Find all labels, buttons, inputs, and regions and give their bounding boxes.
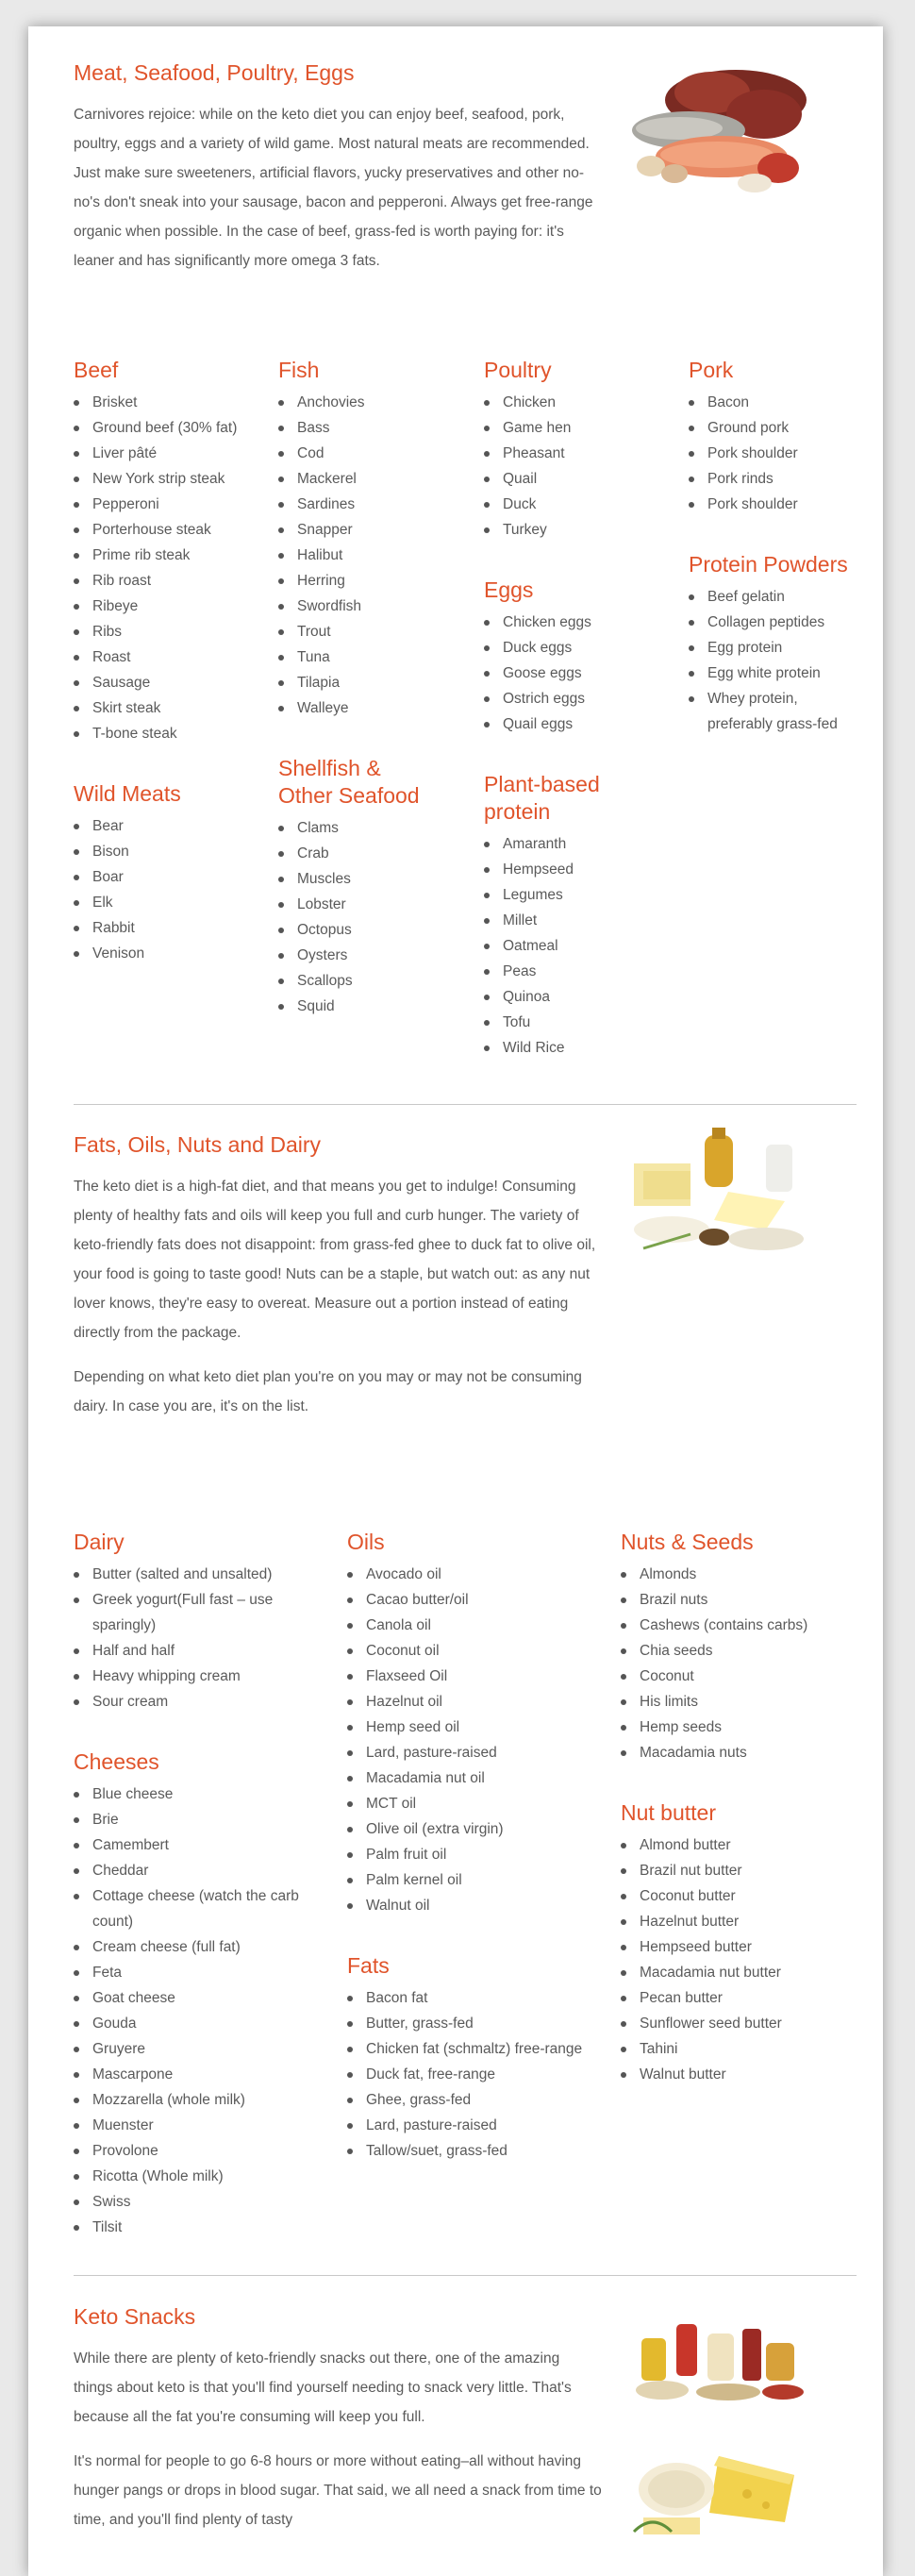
list-item: Skirt steak	[92, 695, 262, 721]
list-item: Coconut oil	[366, 1638, 602, 1664]
list-item: Lard, pasture-raised	[366, 2113, 588, 2138]
list-item: Pork shoulder	[707, 441, 849, 466]
meat-intro: Carnivores rejoice: while on the keto diet you can enjoy beef, seafood, pork, poultry, eggs and a variety of wild game. Most natural meats are recommended. Just make sure sweeteners, artificial flavors, yucky preservatives and other no-no's don't sneak into your sausage, bacon and pepperoni. Always get free-range organic when possible. In the case of beef, grass-fed is worth paying for: it's leaner and has significantly more omega 3 fats.	[74, 107, 593, 269]
list-item: Roast	[92, 644, 262, 670]
list-item: Tilsit	[92, 2215, 309, 2240]
list-item: Hempseed	[503, 857, 673, 882]
list-item: Cashews (contains carbs)	[640, 1613, 857, 1638]
list-item: Palm kernel oil	[366, 1867, 602, 1893]
cheese-photo	[624, 2437, 809, 2543]
list-item: Walnut oil	[366, 1893, 602, 1918]
list-item: Coconut	[640, 1664, 857, 1689]
list-item: Egg white protein	[707, 661, 849, 686]
list-item: Bison	[92, 839, 262, 864]
snacks-intro-1: While there are plenty of keto-friendly snacks out there, one of the amazing things about keto is that you'll find yourself needing to snack very little. That's because all the fat you're consuming will keep you full.	[74, 2350, 572, 2425]
list-item: Rabbit	[92, 915, 262, 941]
list-item: Coconut butter	[640, 1883, 857, 1909]
list-item: Quail	[503, 466, 673, 492]
list-item: Chicken fat (schmaltz) free-range	[366, 2036, 588, 2062]
list-item: Swordfish	[297, 594, 467, 619]
list-item: Snapper	[297, 517, 467, 543]
pork-title: Pork	[689, 358, 734, 382]
list-item: Canola oil	[366, 1613, 602, 1638]
list-item: Ricotta (Whole milk)	[92, 2164, 309, 2189]
fats-section-title: Fats, Oils, Nuts and Dairy	[74, 1132, 322, 1157]
list-item: Boar	[92, 864, 262, 890]
list-item: Crab	[297, 841, 467, 866]
list-item: Scallops	[297, 968, 467, 994]
list-item: His limits	[640, 1689, 857, 1715]
list-item: Mackerel	[297, 466, 467, 492]
list-item: Palm fruit oil	[366, 1842, 602, 1867]
list-item: New York strip steak	[92, 466, 262, 492]
list-item: Almond butter	[640, 1832, 857, 1858]
list-item: Ghee, grass-fed	[366, 2087, 588, 2113]
list-item: Amaranth	[503, 831, 673, 857]
oils-dairy-photo	[624, 1126, 811, 1258]
list-item: Venison	[92, 941, 262, 966]
list-item: Brazil nuts	[640, 1587, 857, 1613]
wild-meats-group	[74, 780, 262, 966]
dairy-list	[74, 1562, 309, 1715]
pork-list	[689, 390, 849, 517]
fats-col-1	[74, 1529, 319, 2274]
list-item: Tahini	[640, 2036, 857, 2062]
list-item: Sunflower seed butter	[640, 2011, 857, 2036]
list-item: Muenster	[92, 2113, 309, 2138]
list-item: Bacon	[707, 390, 849, 415]
list-item: MCT oil	[366, 1791, 602, 1816]
list-item: Ostrich eggs	[503, 686, 673, 711]
nut-butter-list	[621, 1832, 857, 2087]
list-item: Ribeye	[92, 594, 262, 619]
fats-intro-1: The keto diet is a high-fat diet, and that means you get to indulge! Consuming plenty of healthy fats and oils will keep you full and curb hunger. The variety of keto-friendly fats does not disappoint: from grass-fed ghee to duck fat to olive oil, your food is going to taste good! Nuts can be a staple, but watch out: as any nut lover knows, they're easy to overeat. Measure out a portion instead of eating directly from the package.	[74, 1179, 596, 1341]
nut-butter-group	[621, 1799, 857, 2087]
list-item: Halibut	[297, 543, 467, 568]
list-item: Tallow/suet, grass-fed	[366, 2138, 588, 2164]
cheeses-title: Cheeses	[74, 1749, 159, 1774]
list-item: Pork shoulder	[707, 492, 849, 517]
list-item: Blue cheese	[92, 1781, 309, 1807]
poultry-list	[484, 390, 673, 543]
list-item: Lobster	[297, 892, 467, 917]
list-item: Sardines	[297, 492, 467, 517]
list-item: Walnut butter	[640, 2062, 857, 2087]
eggs-group	[484, 577, 673, 737]
list-item: Turkey	[503, 517, 673, 543]
meat-col-3	[484, 357, 673, 1095]
list-item: Collagen peptides	[707, 610, 849, 635]
list-item: Chicken eggs	[503, 610, 673, 635]
list-item: T-bone steak	[92, 721, 262, 746]
list-item: Tuna	[297, 644, 467, 670]
protein-powders-group	[689, 551, 849, 737]
list-item: Provolone	[92, 2138, 309, 2164]
list-item: Egg protein	[707, 635, 849, 661]
protein-powders-title: Protein Powders	[689, 552, 848, 577]
list-item: Cacao butter/oil	[366, 1587, 602, 1613]
list-item: Quinoa	[503, 984, 673, 1010]
nuts-seeds-title: Nuts & Seeds	[621, 1530, 754, 1554]
nut-butter-title: Nut butter	[621, 1800, 716, 1825]
list-item: Herring	[297, 568, 467, 594]
list-item: Prime rib steak	[92, 543, 262, 568]
list-item: Cheddar	[92, 1858, 309, 1883]
fats-group	[347, 1952, 602, 2164]
list-item: Sausage	[92, 670, 262, 695]
list-item: Game hen	[503, 415, 673, 441]
snacks-intro-2: It's normal for people to go 6-8 hours or more without eating–all without having hunger pangs or drops in blood sugar. That said, we all need a snack from time to time, and you'll find plenty of tasty	[74, 2453, 602, 2528]
shellfish-list	[278, 815, 467, 1019]
list-item: Millet	[503, 908, 673, 933]
fish-list	[278, 390, 467, 721]
dairy-title: Dairy	[74, 1530, 125, 1554]
list-item: Ground pork	[707, 415, 849, 441]
article-page	[28, 26, 883, 2576]
list-item: Lard, pasture-raised	[366, 1740, 602, 1765]
list-item: Pepperoni	[92, 492, 262, 517]
fats-list	[347, 1985, 588, 2164]
meat-col-4	[689, 357, 849, 771]
snacks-section-title: Keto Snacks	[74, 2304, 196, 2329]
list-item: Camembert	[92, 1832, 309, 1858]
list-item: Goat cheese	[92, 1985, 309, 2011]
list-item: Pheasant	[503, 441, 673, 466]
list-item: Swiss	[92, 2189, 309, 2215]
list-item: Hemp seeds	[640, 1715, 857, 1740]
list-item: Cottage cheese (watch the carb count)	[92, 1883, 309, 1934]
plant-protein-list	[484, 831, 673, 1061]
list-item: Mascarpone	[92, 2062, 309, 2087]
list-item: Almonds	[640, 1562, 857, 1587]
section-divider-1	[74, 1104, 857, 1105]
list-item: Bass	[297, 415, 467, 441]
meat-section-title: Meat, Seafood, Poultry, Eggs	[74, 60, 355, 85]
list-item: Trout	[297, 619, 467, 644]
list-item: Beef gelatin	[707, 584, 849, 610]
list-item: Greek yogurt(Full fast – use sparingly)	[92, 1587, 309, 1638]
meat-col-1	[74, 357, 262, 1000]
list-item: Cod	[297, 441, 467, 466]
list-item: Brisket	[92, 390, 262, 415]
fats-title: Fats	[347, 1953, 390, 1978]
list-item: Brazil nut butter	[640, 1858, 857, 1883]
list-item: Liver pâté	[92, 441, 262, 466]
list-item: Cream cheese (full fat)	[92, 1934, 309, 1960]
list-item: Olive oil (extra virgin)	[366, 1816, 602, 1842]
shellfish-group	[278, 755, 467, 1019]
dairy-group	[74, 1529, 319, 1715]
list-item: Duck fat, free-range	[366, 2062, 588, 2087]
list-item: Duck	[503, 492, 673, 517]
wild-meats-list	[74, 813, 262, 966]
list-item: Macadamia nut oil	[366, 1765, 602, 1791]
list-item: Squid	[297, 994, 467, 1019]
list-item: Ribs	[92, 619, 262, 644]
nuts-seeds-group	[621, 1529, 857, 1765]
meat-seafood-photo	[623, 62, 807, 199]
plant-protein-group	[484, 771, 673, 1061]
condiments-photo	[624, 2305, 809, 2404]
list-item: Walleye	[297, 695, 467, 721]
list-item: Wild Rice	[503, 1035, 673, 1061]
list-item: Bear	[92, 813, 262, 839]
list-item: Porterhouse steak	[92, 517, 262, 543]
list-item: Macadamia nuts	[640, 1740, 857, 1765]
list-item: Legumes	[503, 882, 673, 908]
pork-group	[689, 357, 849, 517]
fats-col-2	[347, 1529, 602, 2198]
oils-group	[347, 1529, 602, 1918]
beef-list	[74, 390, 262, 746]
list-item: Tofu	[503, 1010, 673, 1035]
list-item: Chia seeds	[640, 1638, 857, 1664]
plant-protein-title: Plant-based protein	[484, 772, 600, 824]
list-item: Hempseed butter	[640, 1934, 857, 1960]
list-item: Gouda	[92, 2011, 309, 2036]
list-item: Heavy whipping cream	[92, 1664, 309, 1689]
list-item: Pecan butter	[640, 1985, 857, 2011]
beef-group	[74, 357, 262, 746]
list-item: Flaxseed Oil	[366, 1664, 602, 1689]
poultry-group	[484, 357, 673, 543]
oils-list	[347, 1562, 602, 1918]
list-item: Bacon fat	[366, 1985, 588, 2011]
fats-intro-2: Depending on what keto diet plan you're on you may or may not be consuming dairy. In case you are, it's on the list.	[74, 1369, 582, 1414]
nuts-seeds-list	[621, 1562, 857, 1765]
list-item: Elk	[92, 890, 262, 915]
list-item: Quail eggs	[503, 711, 673, 737]
list-item: Macadamia nut butter	[640, 1960, 857, 1985]
cheeses-list	[74, 1781, 309, 2240]
beef-title: Beef	[74, 358, 119, 382]
list-item: Anchovies	[297, 390, 467, 415]
list-item: Rib roast	[92, 568, 262, 594]
cheeses-group	[74, 1748, 319, 2240]
protein-powders-list	[689, 584, 849, 737]
list-item: Hazelnut butter	[640, 1909, 857, 1934]
oils-title: Oils	[347, 1530, 385, 1554]
list-item: Hemp seed oil	[366, 1715, 602, 1740]
list-item: Octopus	[297, 917, 467, 943]
section-divider-2	[74, 2275, 857, 2276]
fats-col-3	[621, 1529, 857, 2121]
list-item: Half and half	[92, 1638, 309, 1664]
list-item: Oatmeal	[503, 933, 673, 959]
list-item: Chicken	[503, 390, 673, 415]
meat-col-2	[278, 357, 467, 1053]
list-item: Avocado oil	[366, 1562, 602, 1587]
eggs-title: Eggs	[484, 577, 534, 602]
list-item: Pork rinds	[707, 466, 849, 492]
list-item: Duck eggs	[503, 635, 673, 661]
shellfish-title: Shellfish & Other Seafood	[278, 756, 420, 808]
list-item: Whey protein, preferably grass-fed	[707, 686, 849, 737]
list-item: Goose eggs	[503, 661, 673, 686]
list-item: Mozzarella (whole milk)	[92, 2087, 309, 2113]
list-item: Feta	[92, 1960, 309, 1985]
list-item: Brie	[92, 1807, 309, 1832]
list-item: Sour cream	[92, 1689, 309, 1715]
wild-meats-title: Wild Meats	[74, 781, 181, 806]
list-item: Gruyere	[92, 2036, 309, 2062]
poultry-title: Poultry	[484, 358, 552, 382]
list-item: Muscles	[297, 866, 467, 892]
list-item: Butter, grass-fed	[366, 2011, 588, 2036]
list-item: Oysters	[297, 943, 467, 968]
list-item: Peas	[503, 959, 673, 984]
fish-title: Fish	[278, 358, 320, 382]
eggs-list	[484, 610, 673, 737]
fish-group	[278, 357, 467, 721]
list-item: Clams	[297, 815, 467, 841]
list-item: Butter (salted and unsalted)	[92, 1562, 309, 1587]
list-item: Tilapia	[297, 670, 467, 695]
list-item: Ground beef (30% fat)	[92, 415, 262, 441]
list-item: Hazelnut oil	[366, 1689, 602, 1715]
